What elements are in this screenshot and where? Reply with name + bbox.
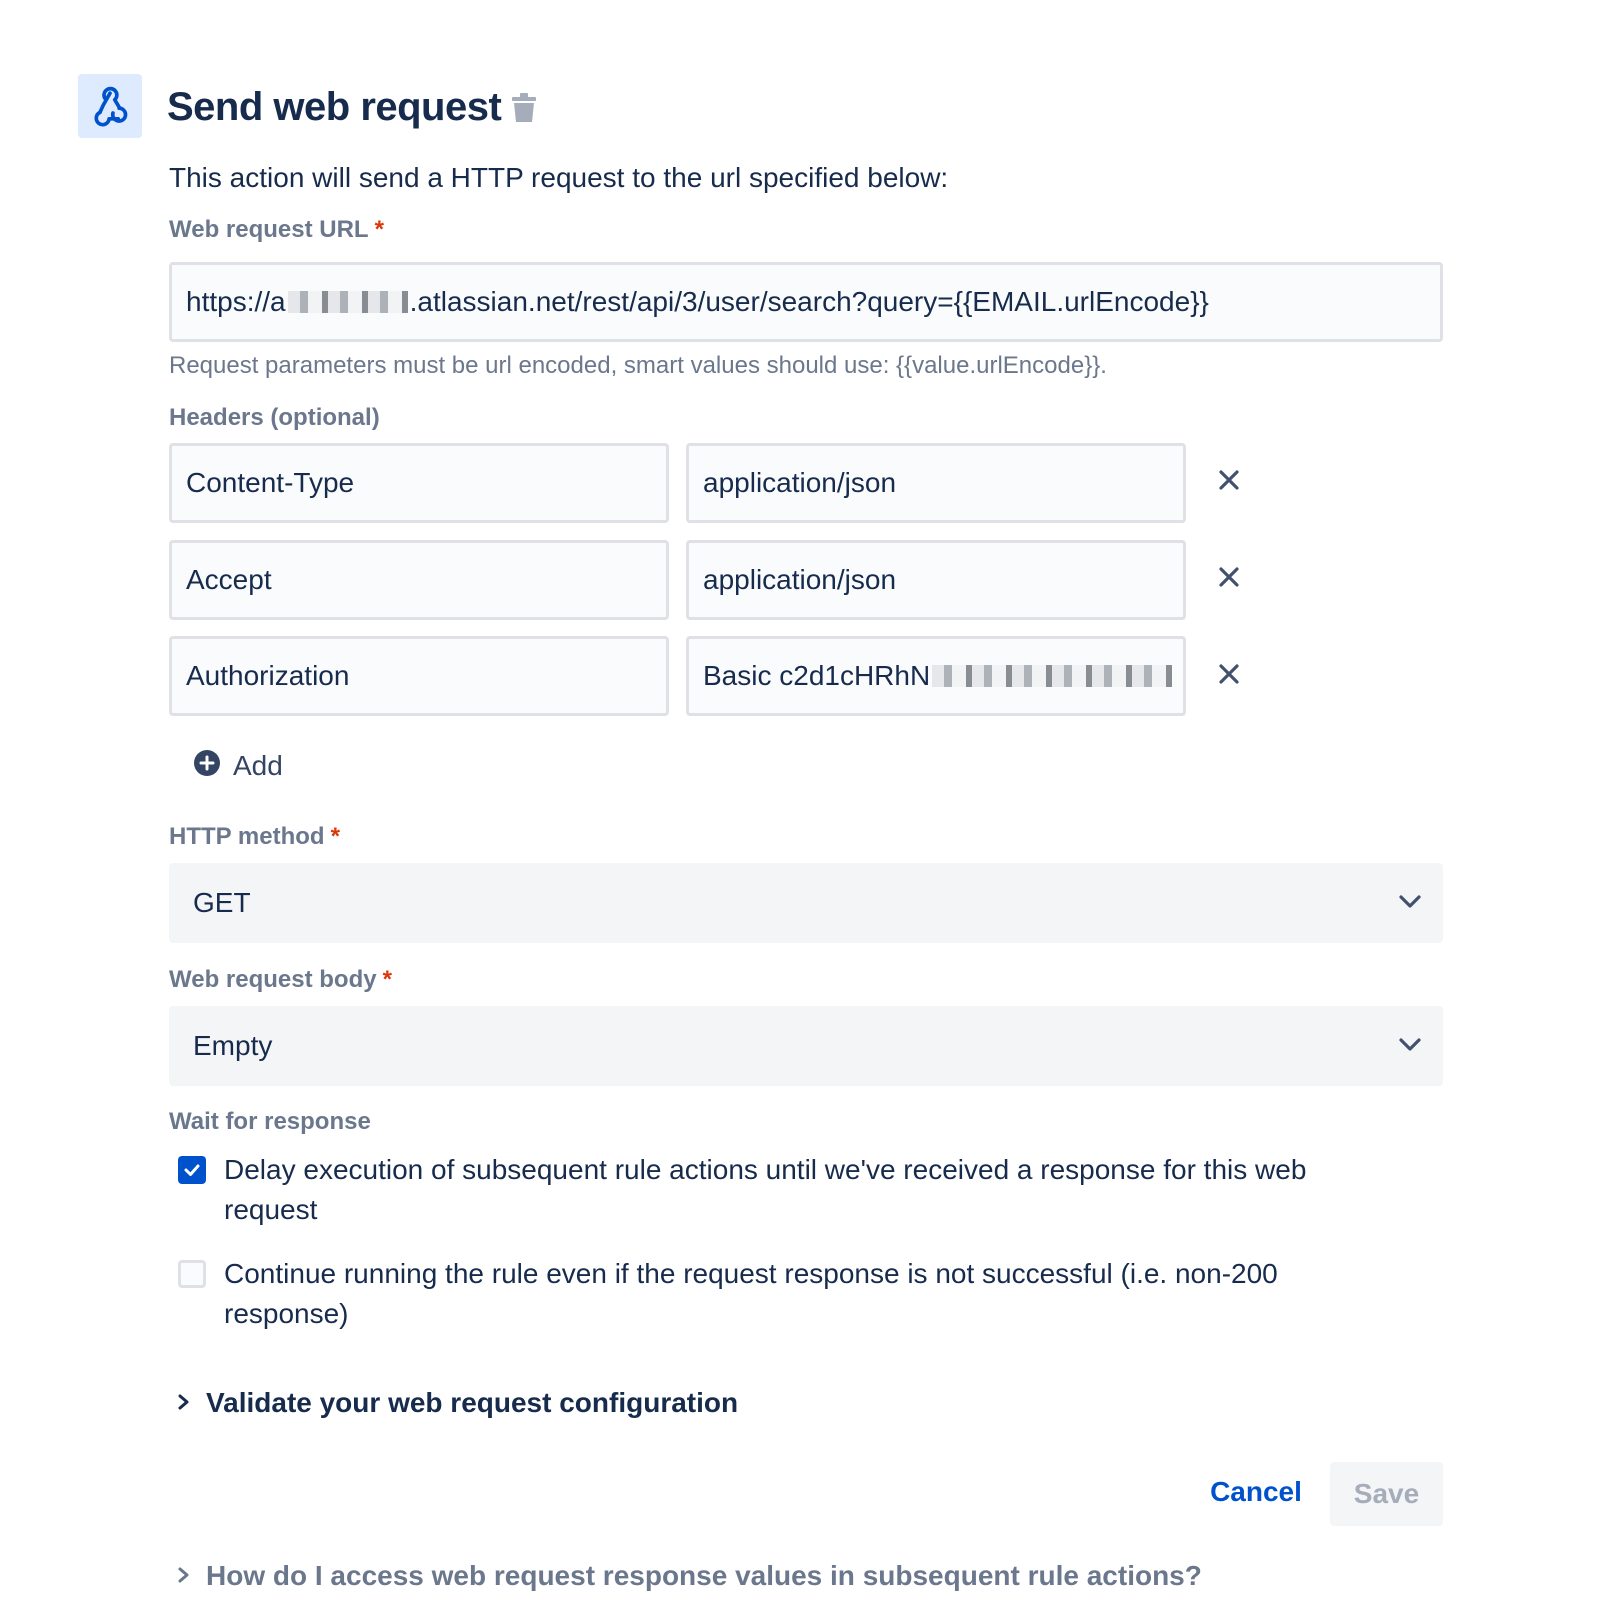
- http-method-label: HTTP method *: [169, 823, 340, 850]
- url-input[interactable]: [169, 262, 1443, 342]
- url-value-prefix: https://a: [186, 286, 286, 317]
- continue-running-label: Continue running the rule even if the request response is not successful (i.e. non-200 response): [224, 1258, 1278, 1329]
- continue-running-checkbox[interactable]: [178, 1260, 206, 1288]
- chevron-right-icon: [176, 1387, 192, 1419]
- plus-circle-icon: [193, 749, 221, 784]
- validate-label: Validate your web request configuration: [206, 1387, 739, 1418]
- add-header-button[interactable]: [193, 748, 283, 784]
- url-value-suffix: .atlassian.net/rest/api/3/user/search?query={{EMAIL.urlEncode}}: [409, 286, 1209, 317]
- close-icon[interactable]: [1214, 562, 1244, 592]
- http-method-select[interactable]: [169, 863, 1443, 943]
- chevron-down-icon: [1397, 1032, 1423, 1065]
- chevron-right-icon: [176, 1560, 192, 1592]
- continue-running-option: [178, 1254, 1358, 1334]
- url-helper-text: Request parameters must be url encoded, smart values should use: {{value.urlEncode}}.: [169, 352, 1107, 379]
- delay-execution-label: Delay execution of subsequent rule actions until we've received a response for this web request: [224, 1154, 1307, 1225]
- body-select[interactable]: [169, 1006, 1443, 1086]
- help-expander[interactable]: [176, 1560, 1202, 1592]
- body-value: Empty: [193, 1030, 273, 1061]
- header-value-input[interactable]: [686, 636, 1186, 716]
- page-title: Send web request: [167, 85, 502, 129]
- header-value-input[interactable]: application/json: [686, 443, 1186, 523]
- help-label: How do I access web request response values in subsequent rule actions?: [206, 1560, 1202, 1591]
- delay-execution-option: [178, 1150, 1378, 1230]
- http-method-value: GET: [193, 887, 251, 918]
- header-key-input[interactable]: Accept: [169, 540, 669, 620]
- close-icon[interactable]: [1214, 659, 1244, 689]
- trash-icon[interactable]: [510, 93, 538, 123]
- action-description: This action will send a HTTP request to the url specified below:: [169, 162, 949, 193]
- chevron-down-icon: [1397, 889, 1423, 922]
- header-value-text: Basic c2d1cHRhN: [703, 660, 931, 691]
- url-label: Web request URL *: [169, 216, 384, 243]
- redacted-text: [288, 291, 408, 313]
- cancel-button[interactable]: Cancel: [1210, 1476, 1302, 1507]
- required-mark: *: [382, 966, 392, 993]
- header-key-input[interactable]: Authorization: [169, 636, 669, 716]
- headers-label: Headers (optional): [169, 404, 380, 431]
- header-value-input[interactable]: application/json: [686, 540, 1186, 620]
- required-mark: *: [330, 823, 340, 850]
- close-icon[interactable]: [1214, 465, 1244, 495]
- webhook-icon: [78, 74, 142, 138]
- header-key-input[interactable]: Content-Type: [169, 443, 669, 523]
- add-label: Add: [233, 750, 283, 781]
- required-mark: *: [374, 216, 384, 243]
- redacted-text: [932, 665, 1172, 687]
- validate-expander[interactable]: [176, 1387, 738, 1419]
- save-button[interactable]: Save: [1330, 1462, 1443, 1526]
- delay-execution-checkbox[interactable]: [178, 1156, 206, 1184]
- wait-label: Wait for response: [169, 1108, 371, 1135]
- body-label: Web request body *: [169, 966, 392, 993]
